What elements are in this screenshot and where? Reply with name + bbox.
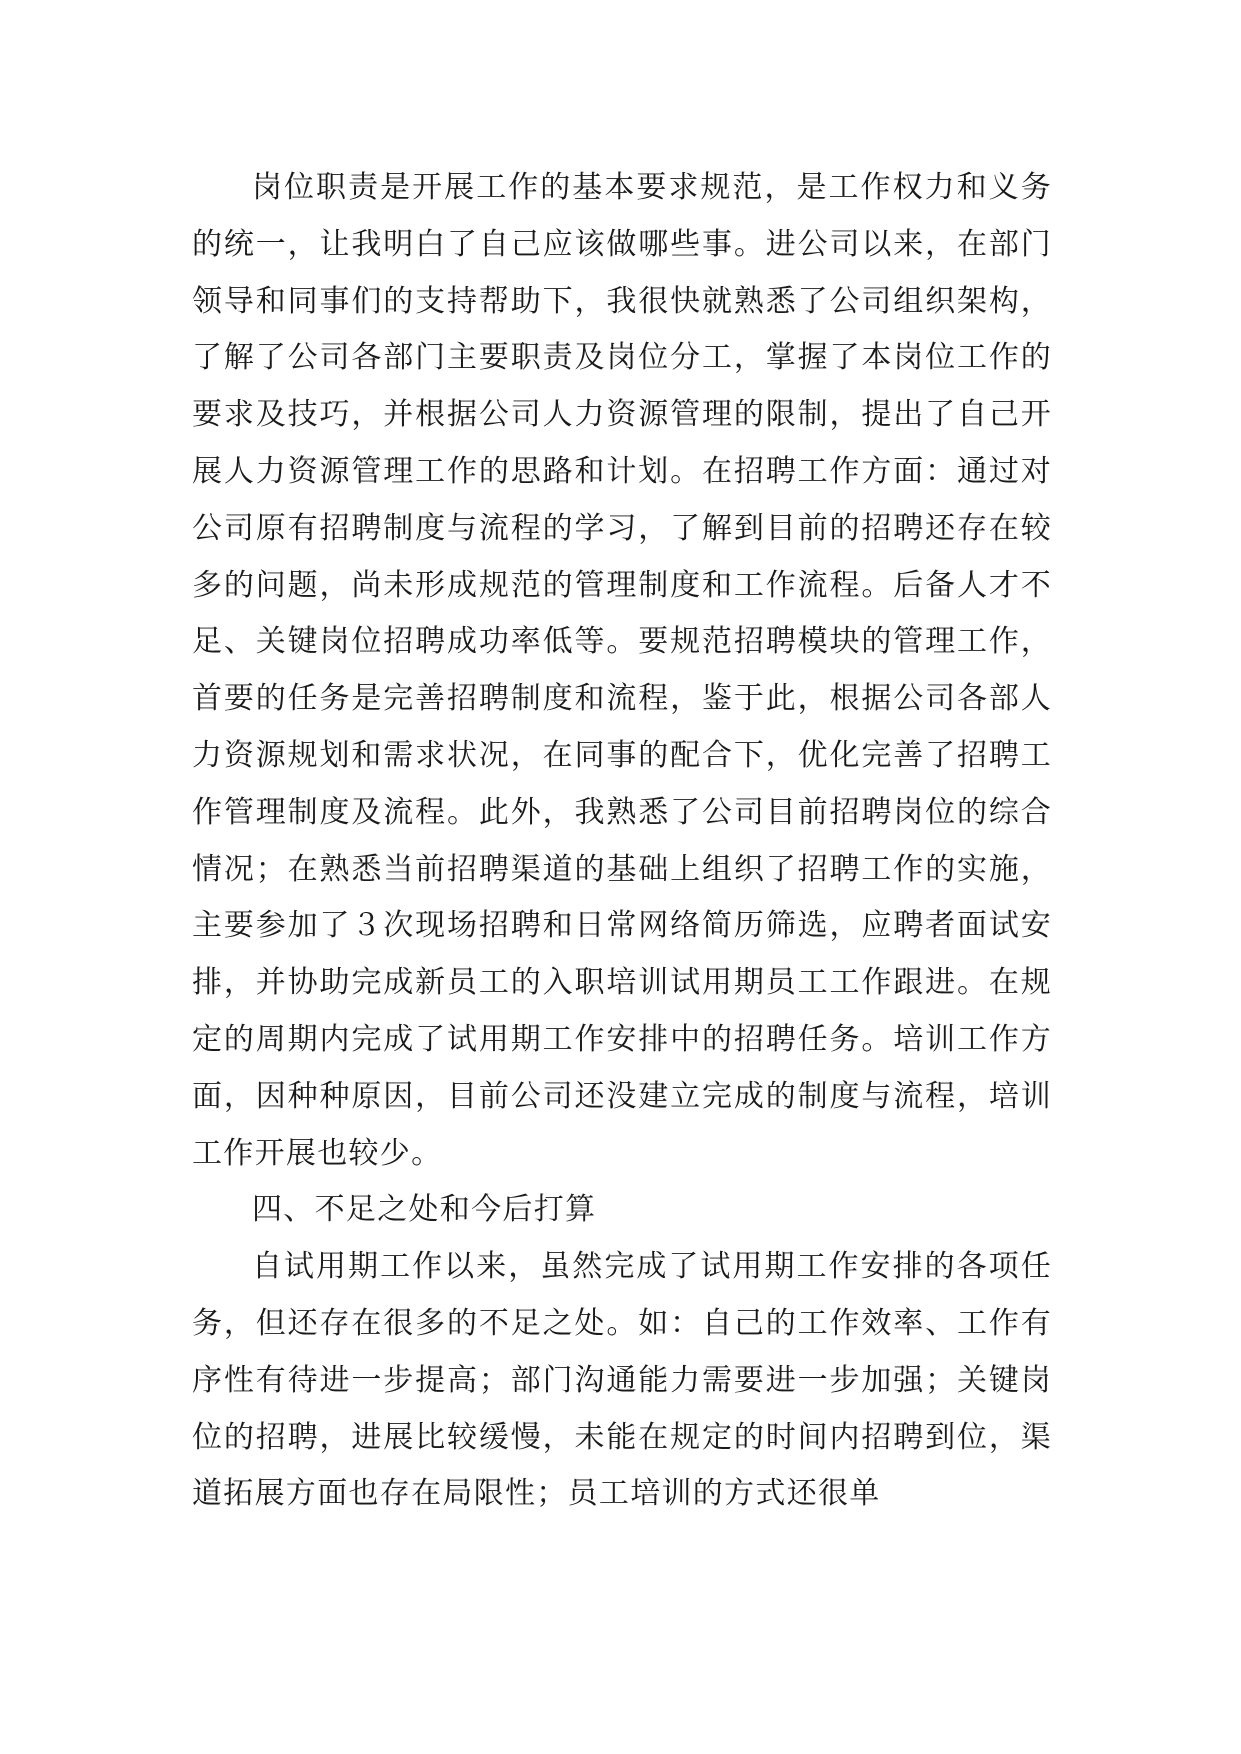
paragraph-job-duties: 岗位职责是开展工作的基本要求规范，是工作权力和义务的统一，让我明白了自己应该做哪些事。进公司以来，在部门领导和同事们的支持帮助下，我很快就熟悉了公司组织架构，了解了公司各部门主要职责及岗位分工，掌握了本岗位工作的要求及技巧，并根据公司人力资源管理的限制，提出了自己开展人力资源管理工作的思路和计划。在招聘工作方面：通过对公司原有招聘制度与流程的学习，了解到目前的招聘还存在较多的问题，尚未形成规范的管理制度和工作流程。后备人才不足、关键岗位招聘成功率低等。要规范招聘模块的管理工作，首要的任务是完善招聘制度和流程，鉴于此，根据公司各部人力资源规划和需求状况，在同事的配合下，优化完善了招聘工作管理制度及流程。此外，我熟悉了公司目前招聘岗位的综合情况；在熟悉当前招聘渠道的基础上组织了招聘工作的实施，主要参加了３次现场招聘和日常网络简历筛选，应聘者面试安排，并协助完成新员工的入职培训试用期员工工作跟进。在规定的周期内完成了试用期工作安排中的招聘任务。培训工作方面，因种种原因，目前公司还没建立完成的制度与流程，培训工作开展也较少。: [192, 170, 1052, 1171]
section-heading-shortcomings-plans: 四、不足之处和今后打算: [252, 1192, 597, 1228]
paragraph-shortcomings: 自试用期工作以来，虽然完成了试用期工作安排的各项任务，但还存在很多的不足之处。如：自己的工作效率、工作有序性有待进一步提高；部门沟通能力需要进一步加强；关键岗位的招聘，进展比较缓慢，未能在规定的时间内招聘到位，渠道拓展方面也存在局限性；员工培训的方式还很单: [192, 1249, 1052, 1512]
document-body: [192, 160, 1052, 1523]
